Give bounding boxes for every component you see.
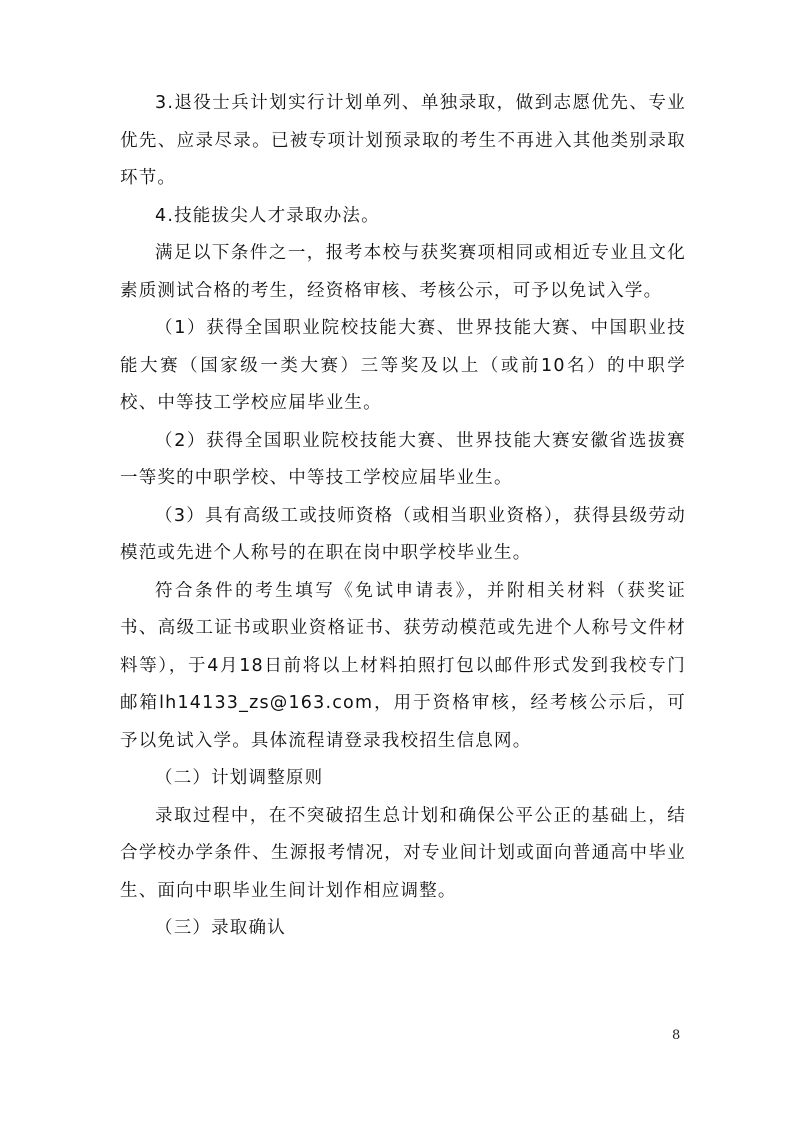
paragraph-plan-adjustment: 录取过程中，在不突破招生总计划和确保公平公正的基础上，结合学校办学条件、生源报考情况，对专业间计划或面向普通高中毕业生、面向中职毕业生间计划作相应调整。 (120, 805, 686, 901)
paragraph-application-procedure: 符合条件的考生填写《免试申请表》，并附相关材料（获奖证书、高级工证书或职业资格证书、获劳动模范或先进个人称号文件材料等），于4月18日前将以上材料拍照打包以邮件形式发到我校专门邮箱lh14133_zs@163.com，用于资格审核，经考核公示后，可予以免试入学。具体流程请登录我校招生信息网。 (120, 580, 686, 751)
paragraph-condition-2: （2）获得全国职业院校技能大赛、世界技能大赛安徽省选拔赛一等奖的中职学校、中等技工学校应届毕业生。 (120, 430, 686, 488)
paragraph-veteran-admission: 3.退役士兵计划实行计划单列、单独录取，做到志愿优先、专业优先、应录尽录。已被专项计划预录取的考生不再进入其他类别录取环节。 (120, 93, 686, 188)
document-page (120, 85, 686, 948)
heading-plan-adjustment: （二）计划调整原则 (155, 768, 324, 788)
heading-skill-talent: 4.技能拔尖人才录取办法。 (155, 205, 380, 226)
page-number: 8 (672, 1028, 681, 1043)
paragraph-condition-1: （1）获得全国职业院校技能大赛、世界技能大赛、中国职业技能大赛（国家级一类大赛）三等奖及以上（或前10名）的中职学校、中等技工学校应届毕业生。 (120, 318, 686, 413)
heading-admission-confirmation: （三）录取确认 (155, 918, 286, 938)
paragraph-conditions-intro: 满足以下条件之一，报考本校与获奖赛项相同或相近专业且文化素质测试合格的考生，经资格审核、考核公示，可予以免试入学。 (120, 243, 686, 301)
paragraph-condition-3: （3）具有高级工或技师资格（或相当职业资格），获得县级劳动模范或先进个人称号的在职在岗中职学校毕业生。 (120, 505, 686, 563)
